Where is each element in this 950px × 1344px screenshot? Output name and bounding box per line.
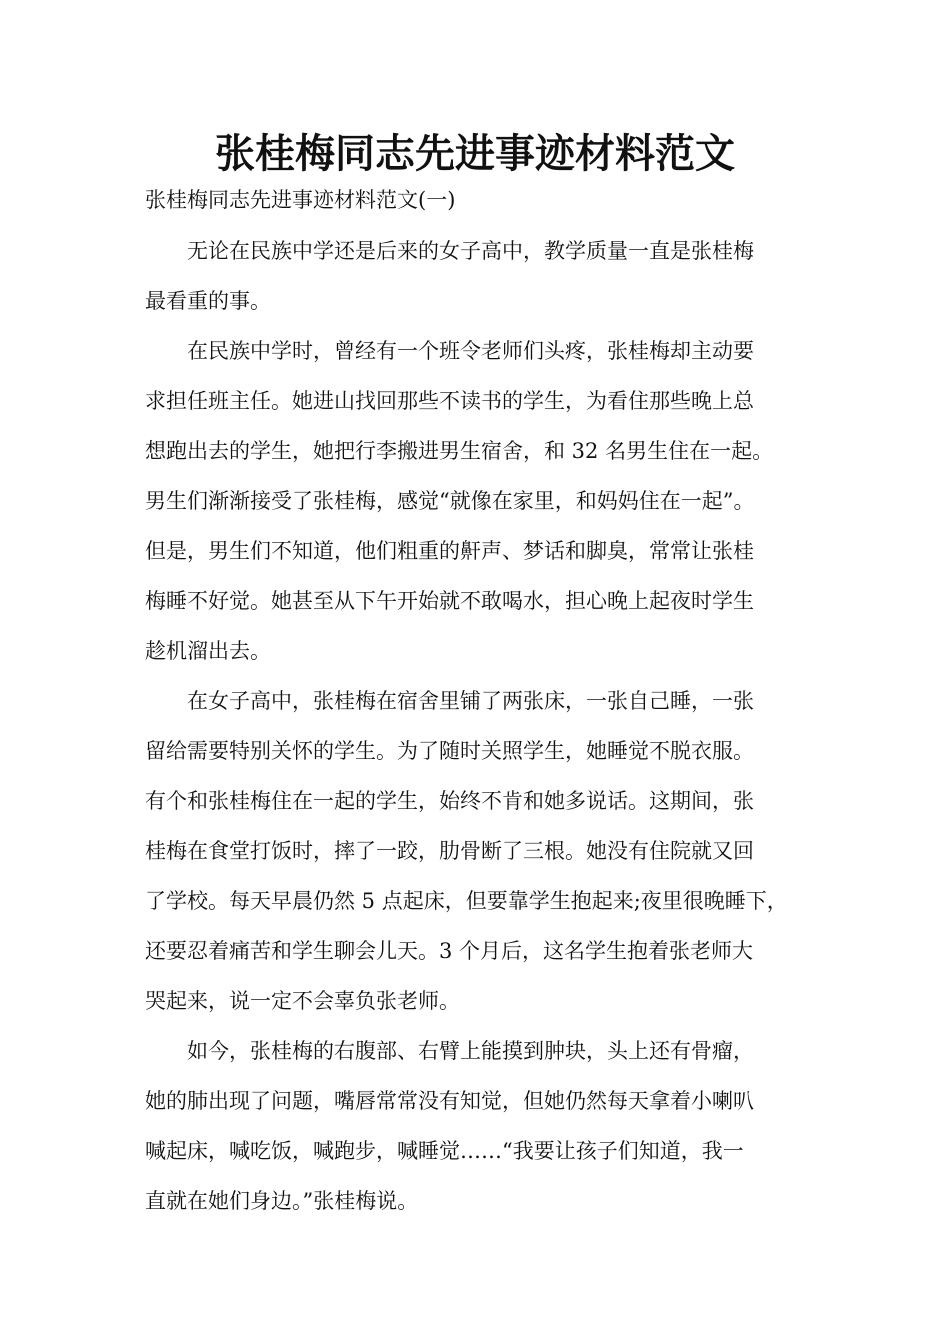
paragraph-line: 男生们渐渐接受了张桂梅，感觉“就像在家里，和妈妈住在一起”。 (145, 489, 755, 513)
paragraph-line: 在女子高中，张桂梅在宿舍里铺了两张床，一张自己睡，一张 (187, 689, 754, 713)
paragraph-line: 趁机溜出去。 (145, 639, 271, 663)
paragraph-line: 直就在她们身边。”张桂梅说。 (145, 1189, 419, 1213)
paragraph-line: 了学校。每天早晨仍然 5 点起床，但要靠学生抱起来;夜里很晚睡下， (145, 889, 788, 913)
paragraph-1 (145, 226, 817, 326)
document-subtitle: 张桂梅同志先进事迹材料范文(一) (145, 188, 456, 212)
paragraph-line: 想跑出去的学生，她把行李搬进男生宿舍，和 32 名男生住在一起。 (145, 439, 774, 463)
document-title: 张桂梅同志先进事迹材料范文 (215, 131, 735, 177)
paragraph-2 (145, 326, 817, 676)
paragraph-line: 如今，张桂梅的右腹部、右臂上能摸到肿块，头上还有骨瘤， (187, 1039, 754, 1063)
paragraph-line: 无论在民族中学还是后来的女子高中，教学质量一直是张桂梅 (187, 239, 754, 263)
paragraph-line: 还要忍着痛苦和学生聊会儿天。3 个月后，这名学生抱着张老师大 (145, 939, 754, 963)
document-body (145, 226, 817, 1226)
paragraph-line: 有个和张桂梅住在一起的学生，始终不肯和她多说话。这期间，张 (145, 789, 754, 813)
paragraph-line: 桂梅在食堂打饭时，摔了一跤，肋骨断了三根。她没有住院就又回 (145, 839, 754, 863)
paragraph-line: 她的肺出现了问题，嘴唇常常没有知觉，但她仍然每天拿着小喇叭 (145, 1089, 754, 1113)
paragraph-line: 哭起来，说一定不会辜负张老师。 (145, 989, 460, 1013)
paragraph-line: 求担任班主任。她进山找回那些不读书的学生，为看住那些晚上总 (145, 389, 754, 413)
paragraph-3 (145, 676, 817, 1026)
paragraph-line: 在民族中学时，曾经有一个班令老师们头疼，张桂梅却主动要 (187, 339, 754, 363)
paragraph-4 (145, 1026, 817, 1226)
paragraph-line: 最看重的事。 (145, 289, 271, 313)
paragraph-line: 留给需要特别关怀的学生。为了随时关照学生，她睡觉不脱衣服。 (145, 739, 754, 763)
paragraph-line: 梅睡不好觉。她甚至从下午开始就不敢喝水，担心晚上起夜时学生 (145, 589, 754, 613)
paragraph-line: 喊起床，喊吃饭，喊跑步，喊睡觉……“我要让孩子们知道，我一 (145, 1139, 744, 1163)
paragraph-line: 但是，男生们不知道，他们粗重的鼾声、梦话和脚臭，常常让张桂 (145, 539, 754, 563)
